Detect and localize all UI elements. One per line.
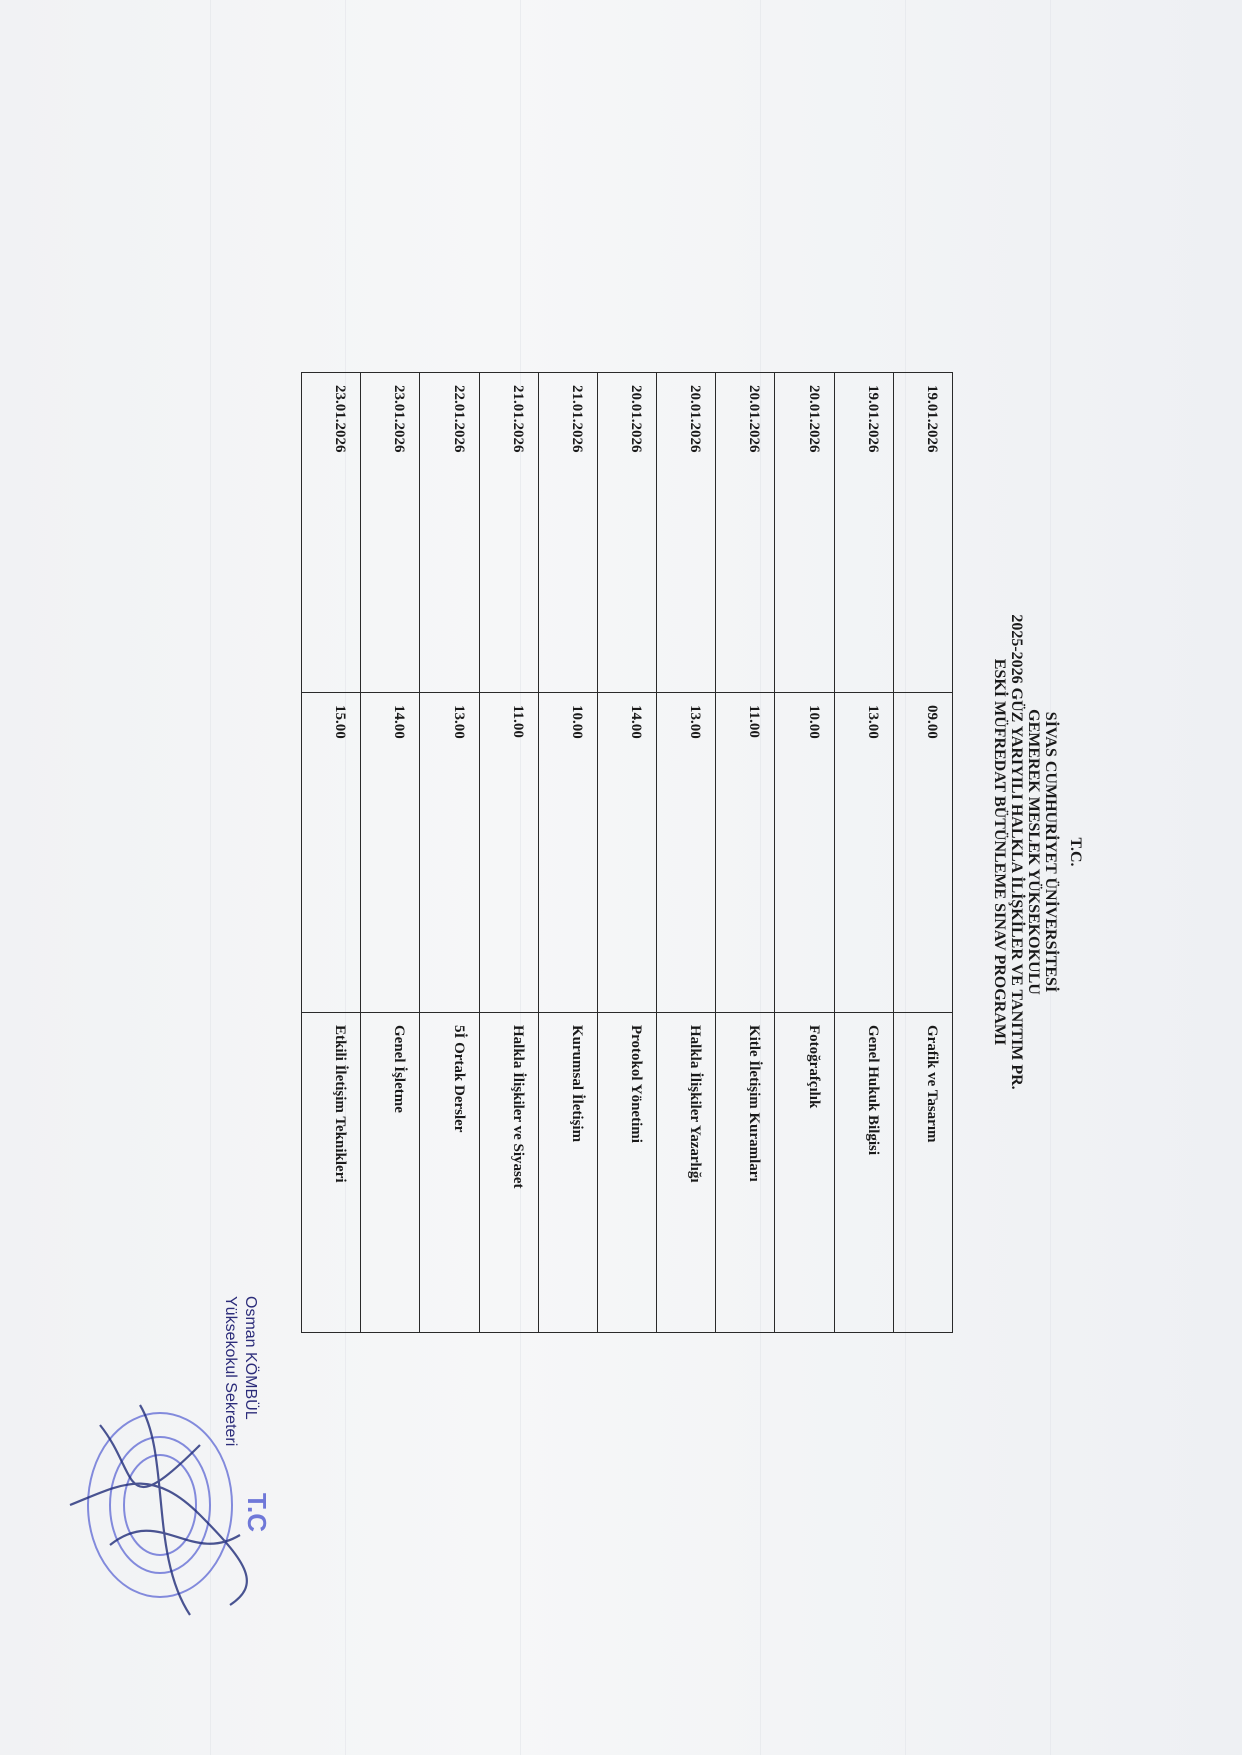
date-cell (893, 373, 952, 693)
course-cell-text: Etkili İletişim Teknikleri (332, 1025, 349, 1183)
time-cell (657, 693, 716, 1013)
header-line-school: GEMEREK MESLEK YÜKSEKOKULU (1025, 709, 1042, 995)
time-cell-text: 13.00 (864, 705, 881, 739)
course-cell-text: Halkla İlişkiler ve Siyaset (509, 1025, 526, 1189)
date-cell-text: 22.01.2026 (450, 385, 467, 453)
header-line-university: SİVAS CUMHURİYET ÜNİVERSİTESİ (1042, 711, 1059, 993)
date-cell-text: 20.01.2026 (746, 385, 763, 453)
table-row (893, 373, 952, 1333)
time-cell-text: 15.00 (332, 705, 349, 739)
date-cell (716, 373, 775, 693)
course-cell-text: Fotoğrafçılık (805, 1025, 822, 1109)
date-cell (834, 373, 893, 693)
time-cell-text: 10.00 (805, 705, 822, 739)
course-cell-text: Grafik ve Tasarım (924, 1025, 940, 1143)
signatory-title: Yüksekokul Sekreteri (222, 1296, 239, 1447)
time-cell (716, 693, 775, 1013)
time-cell (538, 693, 597, 1013)
table-row (479, 373, 538, 1333)
time-cell (597, 693, 656, 1013)
course-cell (420, 1013, 479, 1333)
time-cell-text: 11.00 (509, 705, 526, 738)
course-cell (597, 1013, 656, 1333)
time-cell (479, 693, 538, 1013)
course-cell (834, 1013, 893, 1333)
svg-text:T.C: T.C (242, 1493, 272, 1532)
time-cell-text: 14.00 (628, 705, 645, 739)
course-cell-text: Kurumsal İletişim (568, 1025, 585, 1143)
table-row (538, 373, 597, 1333)
date-cell-text: 23.01.2026 (391, 385, 408, 453)
time-cell-text: 10.00 (568, 705, 585, 739)
time-cell (302, 693, 361, 1013)
table-row (597, 373, 656, 1333)
document-header (991, 372, 1093, 1332)
course-cell-text: Protokol Yönetimi (628, 1025, 645, 1143)
course-cell (657, 1013, 716, 1333)
course-cell (479, 1013, 538, 1333)
course-cell-text: 5İ Ortak Dersler (450, 1025, 467, 1133)
official-stamp (80, 1385, 272, 1625)
course-cell (893, 1013, 952, 1333)
course-cell (538, 1013, 597, 1333)
table-row (361, 373, 420, 1333)
date-cell-text: 21.01.2026 (568, 385, 585, 453)
time-cell (893, 693, 952, 1013)
time-cell (420, 693, 479, 1013)
date-cell-text: 21.01.2026 (509, 385, 526, 453)
header-line-program: 2025-2026 GÜZ YARIYILI HALKLA İLİŞKİLER VE TANITIM PR. (1008, 614, 1025, 1090)
table-row (657, 373, 716, 1333)
date-cell-text: 19.01.2026 (924, 385, 940, 453)
date-cell-text: 19.01.2026 (864, 385, 881, 453)
date-cell-text: 23.01.2026 (332, 385, 349, 453)
time-cell-text: 13.00 (450, 705, 467, 739)
date-cell (302, 373, 361, 693)
time-cell-text: 09.00 (924, 705, 940, 739)
signature-block (220, 1296, 260, 1446)
exam-schedule-table (301, 372, 953, 1333)
time-cell (361, 693, 420, 1013)
date-cell (420, 373, 479, 693)
header-line-exam-title: ESKİ MÜFREDAT BÜTÜNLEME SINAV PROGRAMI (991, 658, 1008, 1046)
time-cell (775, 693, 834, 1013)
table-row (716, 373, 775, 1333)
course-cell-text: Halkla İlişkiler Yazarlığı (687, 1025, 704, 1183)
table-row (420, 373, 479, 1333)
table-row (775, 373, 834, 1333)
course-cell (361, 1013, 420, 1333)
date-cell (657, 373, 716, 693)
signatory-name: Osman KÖMBÜL (242, 1296, 259, 1420)
time-cell-text: 11.00 (746, 705, 763, 738)
schedule-body (302, 373, 953, 1333)
date-cell (479, 373, 538, 693)
course-cell-text: Genel İşletme (391, 1025, 408, 1113)
time-cell (834, 693, 893, 1013)
time-cell-text: 13.00 (687, 705, 704, 739)
date-cell (775, 373, 834, 693)
date-cell (361, 373, 420, 693)
time-cell-text: 14.00 (391, 705, 408, 739)
course-cell (716, 1013, 775, 1333)
table-row (834, 373, 893, 1333)
header-line-tc: T.C. (1067, 837, 1084, 867)
date-cell-text: 20.01.2026 (687, 385, 704, 453)
date-cell (538, 373, 597, 693)
course-cell-text: Genel Hukuk Bilgisi (864, 1025, 881, 1156)
rotated-document (297, 372, 1093, 1332)
table-row (302, 373, 361, 1333)
date-cell (597, 373, 656, 693)
course-cell-text: Kitle İletişim Kuramları (746, 1025, 763, 1182)
course-cell (775, 1013, 834, 1333)
date-cell-text: 20.01.2026 (805, 385, 822, 453)
course-cell (302, 1013, 361, 1333)
date-cell-text: 20.01.2026 (628, 385, 645, 453)
